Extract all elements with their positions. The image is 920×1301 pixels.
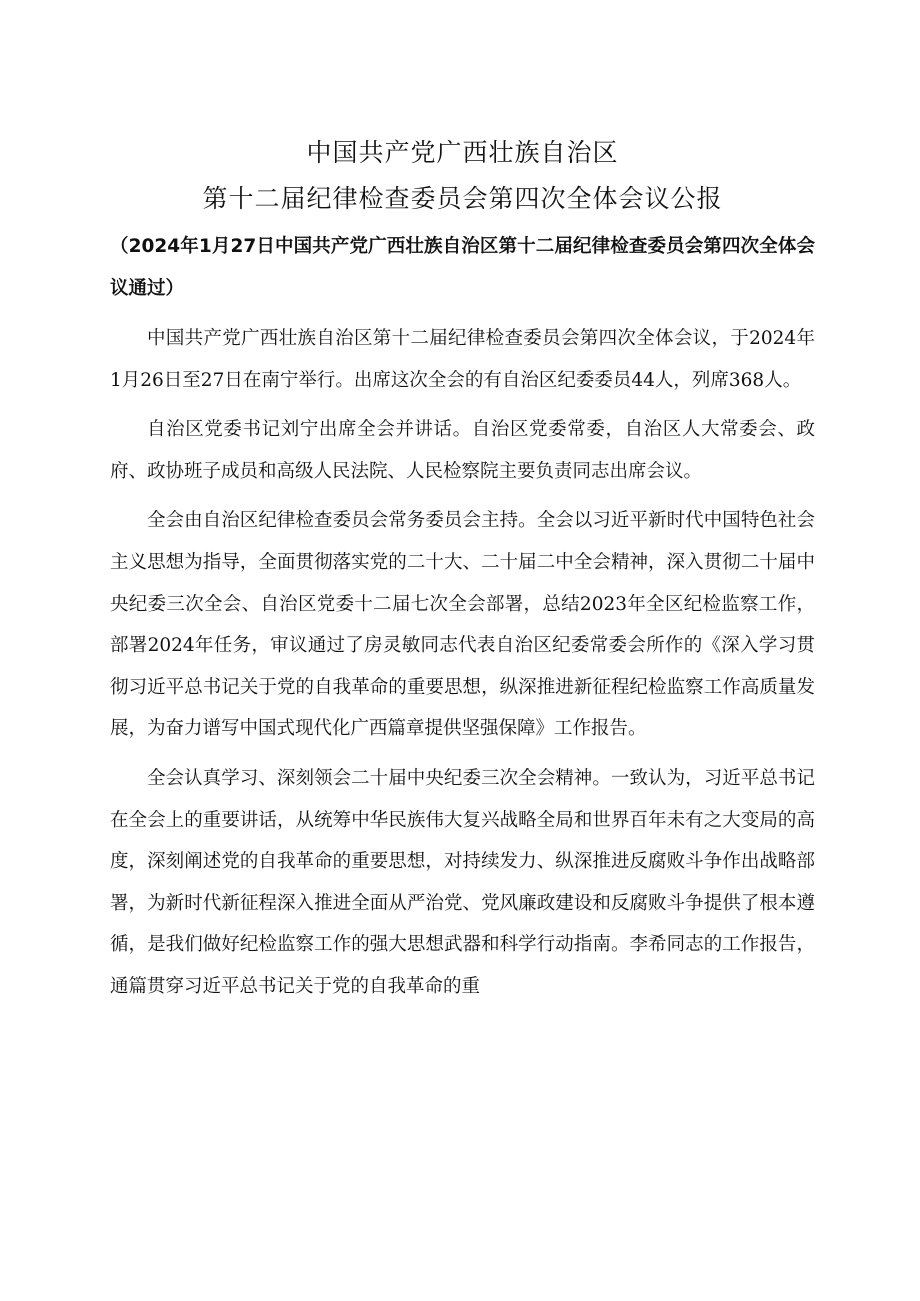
paragraph-3: 全会由自治区纪律检查委员会常务委员会主持。全会以习近平新时代中国特色社会主义思想为指导，全面贯彻落实党的二十大、二十届二中全会精神，深入贯彻二十届中央纪委三次全会、自治区党委十二届七次全会部署，总结2023年全区纪检监察工作，部署2024年任务，审议通过了房灵敏同志代表自治区纪委常委会所作的《深入学习贯彻习近平总书记关于党的自我革命的重要思想，纵深推进新征程纪检监察工作高质量发展，为奋力谱写中国式现代化广西篇章提供坚强保障》工作报告。 xyxy=(110,510,815,740)
paragraph-4: 全会认真学习、深刻领会二十届中央纪委三次全会精神。一致认为，习近平总书记在全会上的重要讲话，从统筹中华民族伟大复兴战略全局和世界百年未有之大变局的高度，深刻阐述党的自我革命的重要思想，对持续发力、纵深推进反腐败斗争作出战略部署，为新时代新征程深入推进全面从严治党、党风廉政建设和反腐败斗争提供了根本遵循，是我们做好纪检监察工作的强大思想武器和科学行动指南。李希同志的工作报告，通篇贯穿习近平总书记关于党的自我革命的重 xyxy=(110,767,815,997)
paragraph-2: 自治区党委书记刘宁出席全会并讲话。自治区党委常委，自治区人大常委会、政府、政协班子成员和高级人民法院、人民检察院主要负责同志出席会议。 xyxy=(110,419,815,482)
document-title-line-2: 第十二届纪律检查委员会第四次全体会议公报 xyxy=(202,184,723,213)
document-subtitle: （2024年1月27日中国共产党广西壮族自治区第十二届纪律检查委员会第四次全体会议通过） xyxy=(110,236,815,299)
document-page xyxy=(110,130,815,1014)
paragraph-1: 中国共产党广西壮族自治区第十二届纪律检查委员会第四次全体会议，于2024年1月26日至27日在南宁举行。出席这次全会的有自治区纪委委员44人，列席368人。 xyxy=(110,328,815,391)
document-title-line-1: 中国共产党广西壮族自治区 xyxy=(306,138,619,167)
